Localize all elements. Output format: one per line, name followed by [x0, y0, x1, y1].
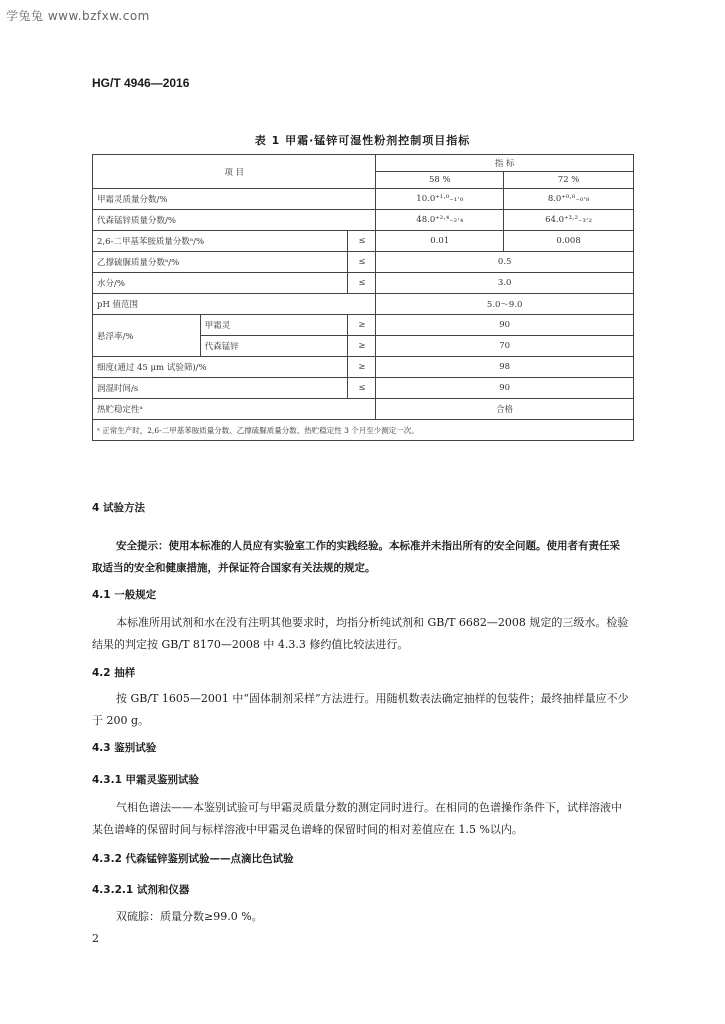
row-symbol: ≥	[348, 357, 376, 378]
row-symbol: ≤	[348, 252, 376, 273]
table-row	[93, 399, 634, 420]
row-value-58: 0.01	[376, 231, 504, 252]
table-row	[93, 315, 634, 336]
row-symbol: ≤	[348, 231, 376, 252]
row-value: 90	[376, 378, 634, 399]
row-symbol: ≥	[348, 336, 376, 357]
paragraph: 本标准所用试剂和水在没有注明其他要求时，均指分析纯试剂和 GB/T 6682—2008 规定的三级水。检验结果的判定按 GB/T 8170—2008 中 4.3.3 修约值比较法进行。	[92, 616, 629, 651]
table-row	[93, 252, 634, 273]
row-value-72: 8.0⁺⁰·⁸₋₀·₈	[504, 189, 634, 210]
section-heading: 4.2 抽样	[92, 667, 136, 679]
row-name: 润湿时间/s	[93, 378, 348, 399]
row-value-58: 48.0⁺²·⁴₋₂·₄	[376, 210, 504, 231]
row-name: 乙撑硫脲质量分数ᵃ/%	[93, 252, 348, 273]
row-name: 代森锰锌质量分数/%	[93, 210, 376, 231]
paragraph: 双硫腙：质量分数≥99.0 %。	[116, 910, 263, 923]
header-indicator: 指 标	[376, 155, 634, 172]
row-symbol: ≤	[348, 273, 376, 294]
row-value: 0.5	[376, 252, 634, 273]
safety-notice: 安全提示：使用本标准的人员应有实验室工作的实践经验。本标准并未指出所有的安全问题。使用者有责任采取适当的安全和健康措施，并保证符合国家有关法规的规定。	[92, 540, 620, 574]
header-col-58: 58 %	[376, 172, 504, 189]
row-value: 98	[376, 357, 634, 378]
row-subname: 甲霜灵	[200, 315, 348, 336]
row-name: 热贮稳定性ᵃ	[93, 399, 376, 420]
section-heading: 4.3 鉴别试验	[92, 742, 157, 754]
table-footnote: ᵃ 正常生产时，2,6-二甲基苯胺质量分数、乙撑硫脲质量分数、热贮稳定性 3 个月至少测定一次。	[93, 420, 634, 441]
table-row	[93, 231, 634, 252]
header-col-72: 72 %	[504, 172, 634, 189]
row-subname: 代森锰锌	[200, 336, 348, 357]
row-value-58: 10.0⁺¹·⁰₋₁·₀	[376, 189, 504, 210]
section-heading: 4.1 一般规定	[92, 589, 157, 601]
row-value: 5.0～9.0	[376, 294, 634, 315]
header-item: 项 目	[93, 155, 376, 189]
table-row	[93, 378, 634, 399]
row-value-72: 64.0⁺³·²₋₃·₂	[504, 210, 634, 231]
document-code: HG/T 4946—2016	[92, 76, 190, 90]
row-name: 2,6-二甲基苯胺质量分数ᵃ/%	[93, 231, 348, 252]
row-name: 细度(通过 45 μm 试验筛)/%	[93, 357, 348, 378]
table-row	[93, 210, 634, 231]
table-row	[93, 357, 634, 378]
section-heading: 4.3.2 代森锰锌鉴别试验——点滴比色试验	[92, 853, 294, 865]
table-title: 表 1 甲霜·锰锌可湿性粉剂控制项目指标	[254, 134, 471, 147]
section-heading: 4.3.2.1 试剂和仪器	[92, 884, 190, 896]
table-row	[93, 189, 634, 210]
row-name: 悬浮率/%	[93, 315, 201, 357]
paragraph: 按 GB/T 1605—2001 中“固体制剂采样”方法进行。用随机数表法确定抽样的包装件；最终抽样量应不少于 200 g。	[92, 692, 629, 727]
spec-table	[92, 154, 634, 441]
row-name: 水分/%	[93, 273, 348, 294]
row-value: 3.0	[376, 273, 634, 294]
row-value-72: 0.008	[504, 231, 634, 252]
row-value: 70	[376, 336, 634, 357]
table-row	[93, 294, 634, 315]
row-symbol: ≥	[348, 315, 376, 336]
row-name: 甲霜灵质量分数/%	[93, 189, 376, 210]
row-value: 合格	[376, 399, 634, 420]
watermark: 学兔兔 www.bzfxw.com	[6, 9, 150, 23]
row-value: 90	[376, 315, 634, 336]
paragraph: 气相色谱法——本鉴别试验可与甲霜灵质量分数的测定同时进行。在相同的色谱操作条件下，试样溶液中某色谱峰的保留时间与标样溶液中甲霜灵色谱峰的保留时间的相对差值应在 1.5 %以内。	[92, 801, 622, 836]
row-symbol: ≤	[348, 378, 376, 399]
section-heading: 4.3.1 甲霜灵鉴别试验	[92, 774, 200, 786]
section-heading: 4 试验方法	[92, 502, 145, 514]
table-row	[93, 273, 634, 294]
row-name: pH 值范围	[93, 294, 376, 315]
page-number: 2	[92, 932, 99, 945]
